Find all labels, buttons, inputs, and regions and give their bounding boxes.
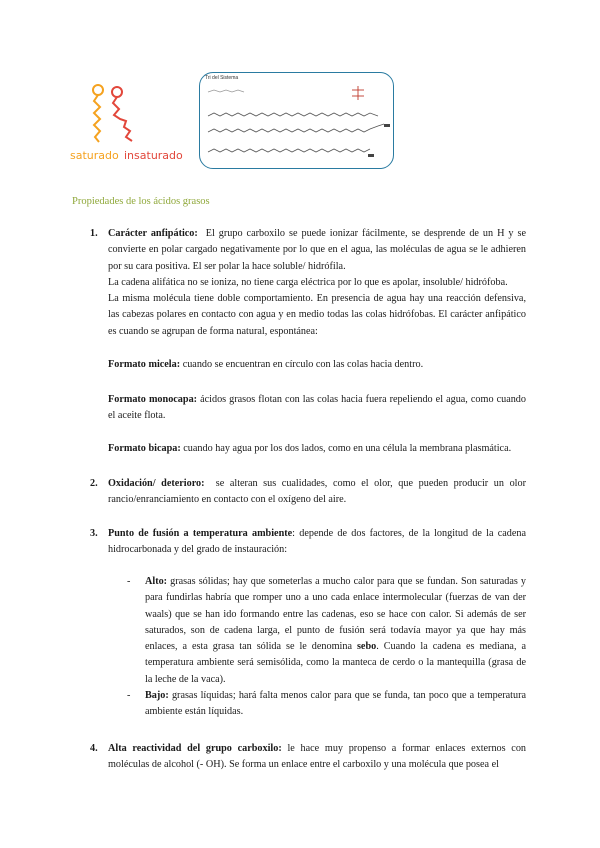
item-2-text: se alteran sus cualidades, como el olor, que pueden producir un olor rancio/enranciamiento en contacto con el oxígeno del aire. (108, 478, 526, 506)
bullet-alto-label: Alto: (145, 576, 168, 587)
item-1-line-3: La misma molécula tiene doble comportamiento. En presencia de agua hay una reacción defensiva, las cabezas polares en contacto con agua y en medio todas las colas hidrófobas. El carácter anfipático es cuando se agrupan de forma natural, espontánea: (108, 293, 526, 337)
formula-end-mark-2 (368, 154, 374, 157)
insaturado-head (112, 87, 122, 97)
formula-chain-3 (208, 149, 370, 152)
item-4-title: Alta reactividad del grupo carboxilo: (108, 743, 282, 754)
format-bicapa-text: cuando hay agua por los dos lados, como en una célula la membrana plasmática. (183, 443, 512, 454)
item-1-line-2: La cadena alifática no se ioniza, no tiene carga eléctrica por lo que es apolar, insoluble/ hidrófoba. (108, 276, 508, 288)
item-1-title: Carácter anfipático: (108, 228, 198, 239)
bullet-dash-bajo: - (127, 690, 131, 701)
item-2-body (108, 476, 526, 509)
insaturado-tail (113, 97, 132, 141)
label-insaturado: insaturado (124, 149, 183, 162)
item-3-title: Punto de fusión a temperatura ambiente (108, 528, 293, 539)
item-2-title: Oxidación/ deterioro: (108, 478, 205, 489)
formula-line-1 (208, 90, 244, 92)
format-micela (108, 357, 526, 373)
bullet-alto-bold: sebo (356, 641, 377, 653)
format-bicapa-label: Formato bicapa: (108, 443, 181, 454)
item-3-number: 3. (90, 528, 98, 539)
bullet-bajo-label: Bajo: (145, 690, 169, 701)
item-4-text: le hace muy propenso a formar enlaces externos con moléculas de alcohol (- OH). Se forma un enlace entre el carboxilo y una molécula que posea el (108, 743, 527, 771)
saturado-head (93, 85, 103, 95)
item-3-text: : depende de dos factores, de la longitud de la cadena hidrocarbonada y del grado de instauración: (108, 528, 526, 556)
item-4-number: 4. (90, 743, 98, 754)
item-1-number: 1. (90, 228, 98, 239)
bullet-alto-text-b: . Cuando la cadena es mediana, a temperatura ambiente será semisólida, como la manteca de cerdo o la mantequilla (grasa de la leche de la vaca). (145, 641, 527, 685)
bullet-alto (145, 574, 526, 688)
format-monocapa-label: Formato monocapa: (108, 394, 198, 405)
item-1-body (108, 226, 526, 340)
bullet-dash-alto: - (127, 576, 131, 587)
format-micela-label: Formato micela: (108, 359, 181, 370)
item-4-body (108, 741, 526, 774)
section-heading: Propiedades de los ácidos grasos (72, 196, 210, 207)
item-1-line-1: El grupo carboxilo se puede ionizar fácilmente, se desprende de un H y se convierte en polar cargado negativamente por lo que en el agua, las moléculas de agua se le adhieren por su cara positiva. El ser polar la hace soluble/ hidrófila. (108, 228, 526, 272)
bullet-bajo (145, 688, 526, 721)
formula-glycerol-mark (352, 86, 364, 100)
bullet-alto-text-a: grasas sólidas; hay que someterlas a mucho calor para que se fundan. Son saturadas y para fundirlas habría que romper uno a uno cada enlace intermolecular (fuerzas de van der waals) que se han ido formando entre las cadenas, eso se hace con calor. Si además de ser saturados, son de cadena larga, el punto de fusión será todavía mayor ya que hay más enlaces, a esta grasa tan sólida se le denomina (145, 576, 526, 653)
formula-structures (200, 80, 395, 170)
format-bicapa (108, 441, 526, 457)
formula-box-title: Tri del Sistema (205, 75, 239, 81)
label-saturado: saturado (70, 149, 119, 162)
formula-end-mark-1 (384, 124, 390, 127)
item-2-number: 2. (90, 478, 98, 489)
formula-chain-1 (208, 113, 378, 116)
saturado-tail (94, 95, 100, 142)
bullet-bajo-text: grasas líquidas; hará falta menos calor para que se funda, tan poco que a temperatura ambiente están líquidas. (145, 690, 526, 718)
item-3-body (108, 526, 526, 559)
format-monocapa (108, 392, 526, 425)
format-micela-text: cuando se encuentran en círculo con las colas hacia dentro. (182, 359, 424, 370)
formula-chain-2 (208, 124, 384, 132)
format-monocapa-text: ácidos grasos flotan con las colas hacia fuera repeliendo el agua, como cuando el aceite flota. (108, 394, 526, 422)
